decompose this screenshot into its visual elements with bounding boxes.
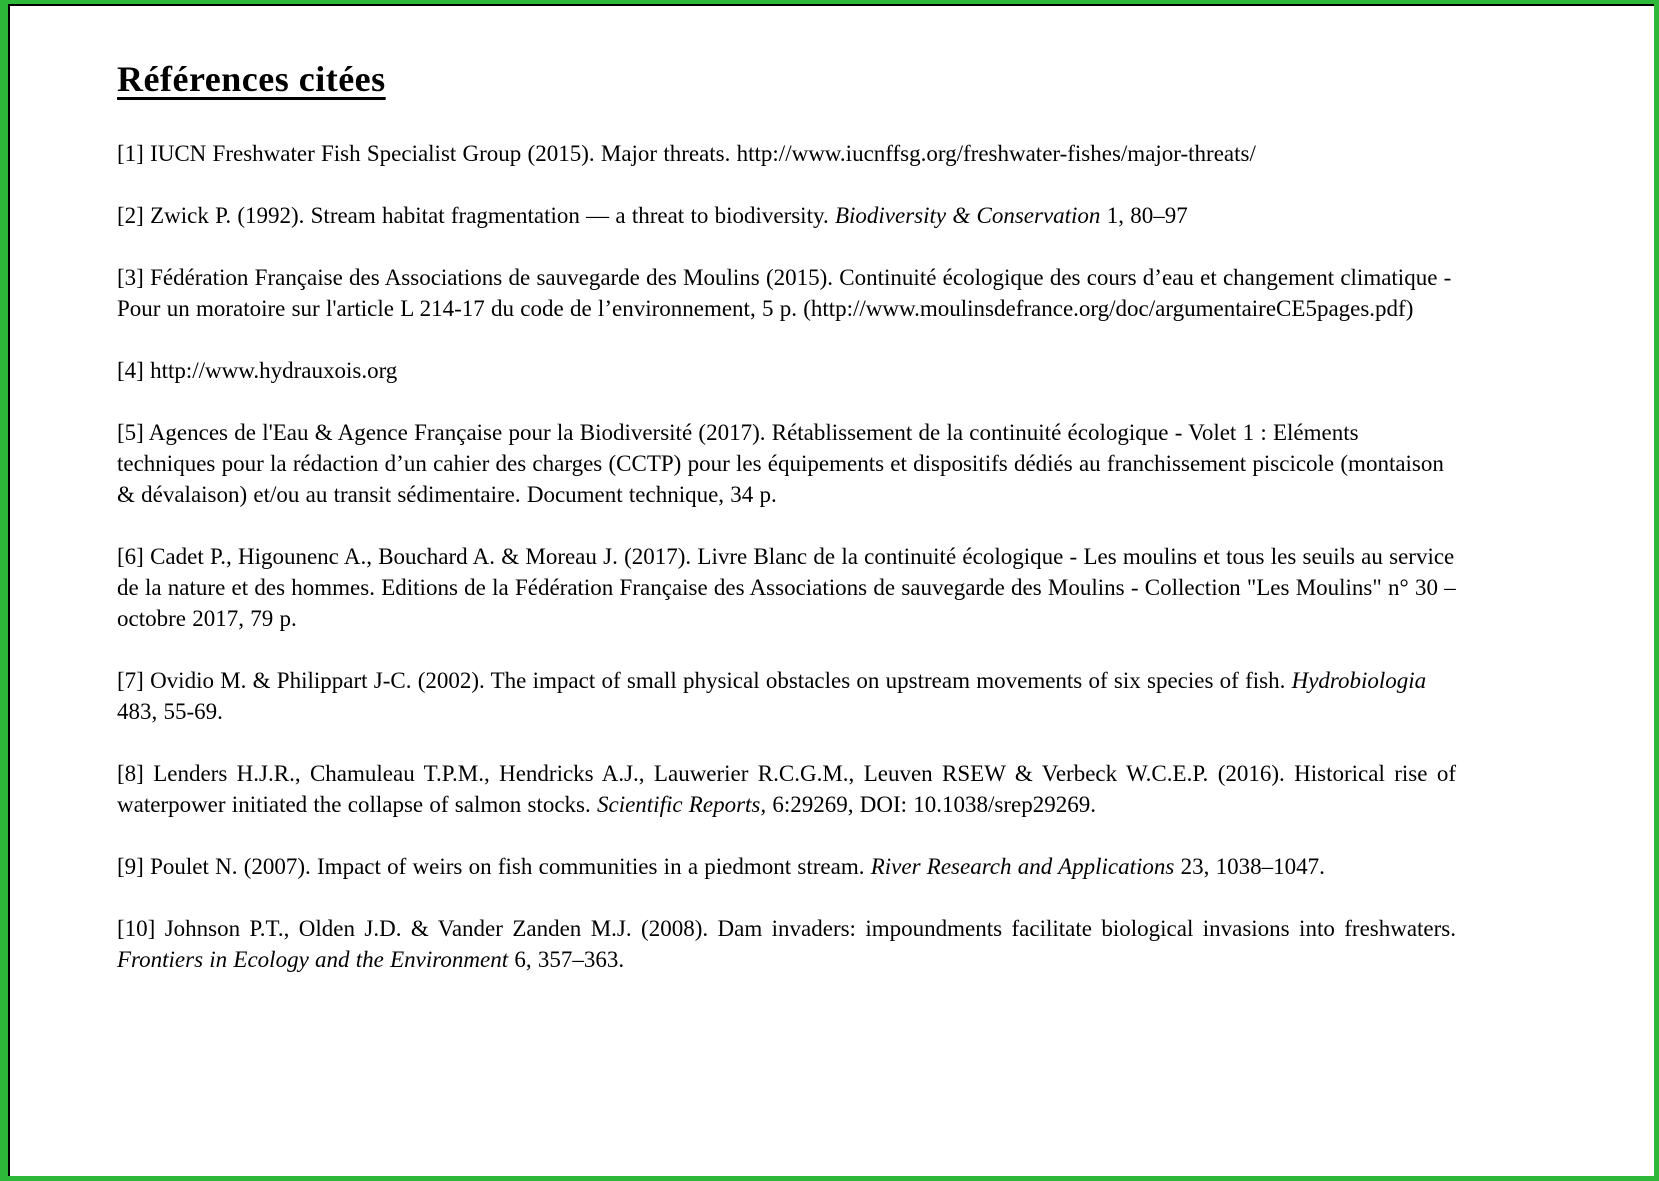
reference-item — [117, 913, 1456, 975]
reference-item — [117, 200, 1456, 231]
reference-text: [6] Cadet P., Higounenc A., Bouchard A. & Moreau J. (2017). Livre Blanc de la continuité écologique - Les moulins et tous les seuils au service de la nature et des hommes. Editions de la Fédération Française des Associations de sauvegarde des Moulins - Collection "Les Moulins" n° 30 – octobre 2017, 79 p. — [117, 544, 1456, 631]
reference-item — [117, 758, 1456, 820]
journal-title: Hydrobiologia — [1291, 668, 1427, 693]
reference-text: [4] http://www.hydrauxois.org — [117, 358, 398, 383]
reference-text: [2] Zwick P. (1992). Stream habitat fragmentation — a threat to biodiversity. — [117, 203, 835, 228]
reference-text: [3] Fédération Française des Associations de sauvegarde des Moulins (2015). Continuité écologique des cours d’eau et changement climatique - Pour un moratoire sur l'article L 214-17 du code de l’environnement, 5 p. (http://www.moulinsdefrance.org/doc/argumentaireCE5pages.pdf) — [117, 265, 1452, 321]
reference-text: [8] Lenders H.J.R., Chamuleau T.P.M., Hendricks A.J., Lauwerier R.C.G.M., Leuven RSEW & Verbeck W.C.E.P. (2016). Historical rise of waterpower initiated the collapse of salmon stocks. — [117, 761, 1456, 817]
reference-text: [7] Ovidio M. & Philippart J-C. (2002). The impact of small physical obstacles on upstream movements of six species of fish. — [117, 668, 1292, 693]
reference-text: 23, 1038–1047. — [1174, 854, 1325, 879]
reference-item — [117, 851, 1456, 882]
journal-title: Scientific Reports, — [596, 792, 767, 817]
journal-title: Frontiers in Ecology and the Environment — [117, 947, 509, 972]
page-title: Références citées — [117, 59, 386, 99]
reference-text: [1] IUCN Freshwater Fish Specialist Group (2015). Major threats. http://www.iucnffsg.org/freshwater-fishes/major-threats/ — [117, 141, 1256, 166]
reference-text: 483, 55-69. — [117, 699, 223, 724]
reference-item — [117, 665, 1456, 727]
reference-item — [117, 417, 1456, 510]
journal-title: River Research and Applications — [870, 854, 1175, 879]
reference-text: [10] Johnson P.T., Olden J.D. & Vander Zanden M.J. (2008). Dam invaders: impoundments facilitate biological invasions into freshwaters. — [117, 916, 1456, 941]
reference-list — [117, 138, 1456, 975]
reference-item — [117, 541, 1456, 634]
reference-text: 1, 80–97 — [1100, 203, 1188, 228]
document-page — [8, 4, 1654, 1176]
reference-item — [117, 355, 1456, 386]
reference-item — [117, 138, 1456, 169]
reference-text: 6:29269, DOI: 10.1038/srep29269. — [766, 792, 1096, 817]
reference-item — [117, 262, 1456, 324]
reference-text: 6, 357–363. — [508, 947, 625, 972]
reference-text: [5] Agences de l'Eau & Agence Française pour la Biodiversité (2017). Rétablissement de la continuité écologique - Volet 1 : Eléments techniques pour la rédaction d’un cahier des charges (CCTP) pour les équipements et dispositifs dédiés au franchissement piscicole (montaison & dévalaison) et/ou au transit sédimentaire. Document technique, 34 p. — [117, 420, 1444, 507]
journal-title: Biodiversity & Conservation — [834, 203, 1101, 228]
reference-text: [9] Poulet N. (2007). Impact of weirs on fish communities in a piedmont stream. — [117, 854, 871, 879]
